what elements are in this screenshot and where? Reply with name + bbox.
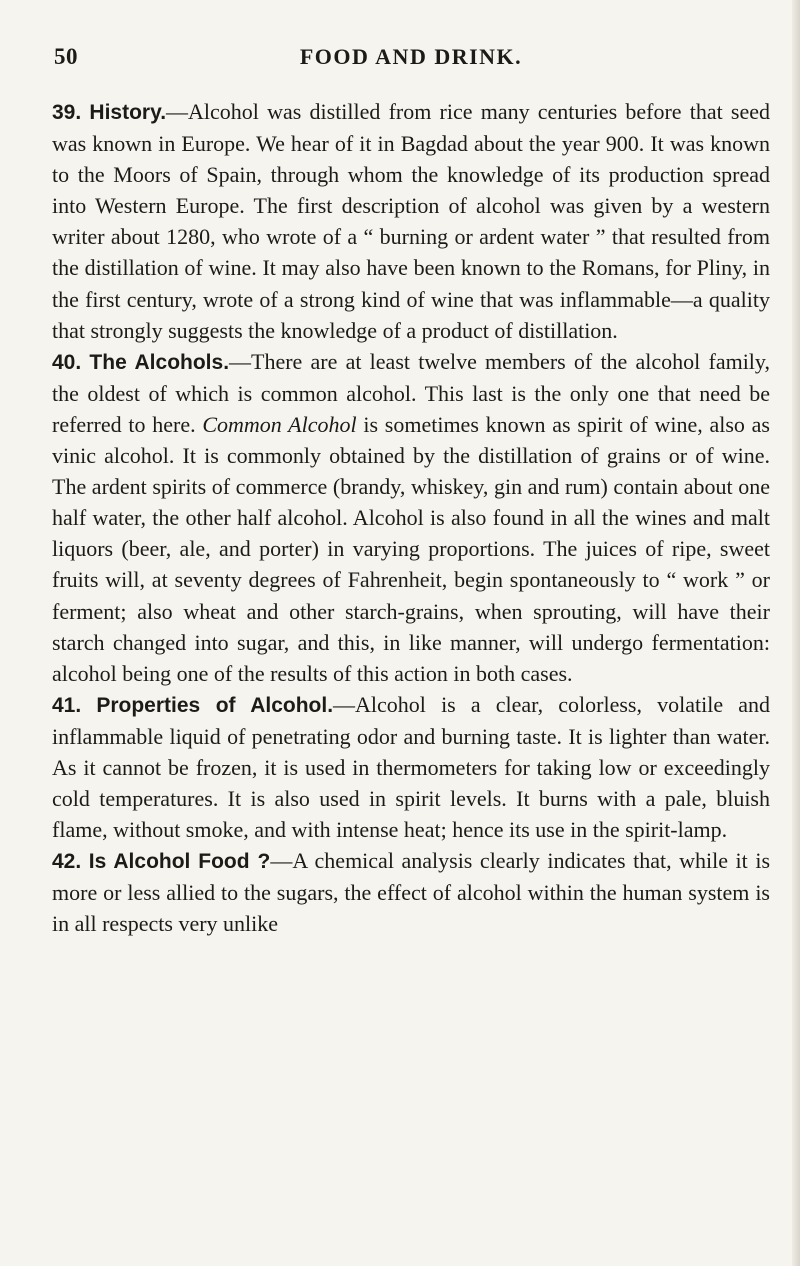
section-40-italic-term: Common Alcohol <box>202 411 357 437</box>
page-edge-shadow <box>792 0 800 1266</box>
section-40-text-a: —There are at least twelve members of the alcohol family, the oldest of which is common alcohol. This last is the only one that need be referred to here. <box>52 348 770 437</box>
section-40-number: 40. <box>52 350 82 374</box>
book-page <box>52 44 770 940</box>
section-39-text: —Alcohol was distilled from rice many centuries before that seed was known in Europe. We hear of it in Bagdad about the year 900. It was known to the Moors of Spain, through whom the knowledge of its production spread into Western Europe. The first description of alcohol was given by a western writer about 1280, who wrote of a “ burning or ardent water ” that resulted from the distillation of wine. It may also have been known to the Romans, for Pliny, in the first century, wrote of a strong kind of wine that was inflammable—a quality that strongly suggests the knowledge of a product of distillation. <box>52 99 771 343</box>
section-42-paragraph <box>52 845 770 939</box>
section-39-paragraph <box>52 96 770 346</box>
section-41-text: —Alcohol is a clear, colorless, volatile and inflammable liquid of penetrating odor and burning taste. It is lighter than water. As it cannot be frozen, it is used in thermometers for taking low or exceedingly cold temperatures. It is also used in spirit levels. It burns with a pale, bluish flame, without smoke, and with intense heat; hence its use in the spirit-lamp. <box>52 691 770 843</box>
section-42-number: 42. <box>52 850 82 874</box>
section-40-heading: The Alcohols. <box>89 350 230 374</box>
section-39-number: 39. <box>52 101 82 124</box>
section-42-text: —A chemical analysis clearly indicates that, while it is more or less allied to the sugars, the effect of alcohol within the human system is in all respects very unlike <box>52 848 771 937</box>
section-41-number: 41. <box>52 693 82 717</box>
section-41-paragraph <box>52 689 770 845</box>
section-39-heading: History. <box>89 101 167 124</box>
page-number: 50 <box>54 44 78 69</box>
section-40-text-b: is sometimes known as spirit of wine, also as vinic alcohol. It is commonly obtained by the distillation of grains or of wine. The ardent spirits of commerce (brandy, whiskey, gin and rum) contain about one half water, the other half alcohol. Alcohol is also found in all the wines and malt liquors (beer, ale, and porter) in varying proportions. The juices of ripe, sweet fruits will, at seventy degrees of Fahrenheit, begin spontaneously to “ work ” or ferment; also wheat and other starch-grains, when sprouting, will have their starch changed into sugar, and this, in like manner, will undergo fermentation: alcohol being one of the results of this action in both cases. <box>52 411 770 686</box>
section-40-paragraph <box>52 346 770 689</box>
section-42-heading: Is Alcohol Food ? <box>88 850 271 874</box>
running-head <box>52 44 770 78</box>
section-41-heading: Properties of Alcohol. <box>96 693 334 717</box>
running-title: FOOD AND DRINK. <box>299 44 523 69</box>
